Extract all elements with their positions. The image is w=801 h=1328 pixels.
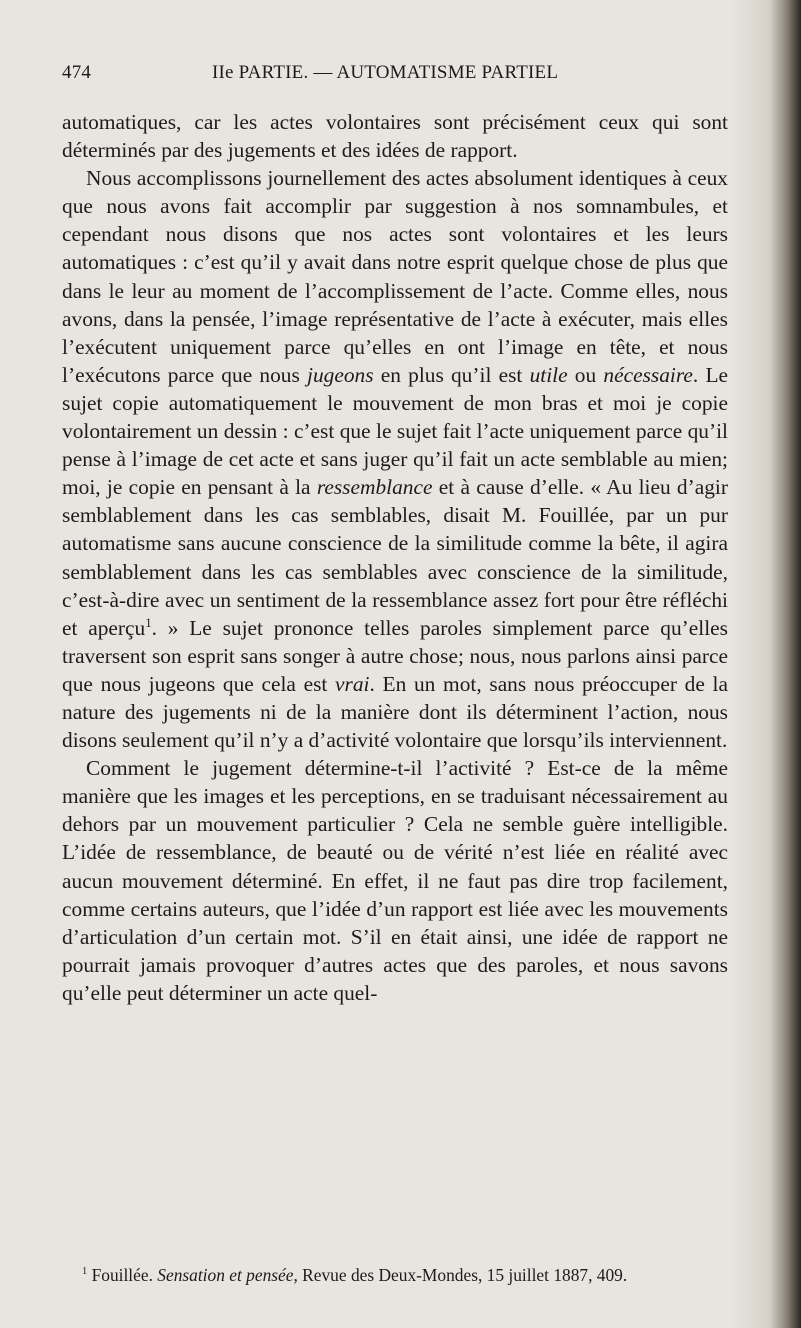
emphasis-text: utile xyxy=(529,362,568,387)
footnote-rest: , Revue des Deux-Mondes, 15 juillet 1887, 409. xyxy=(293,1265,628,1285)
text-segment: et à cause d’elle. « Au lieu d’agir semblablement dans les cas semblables, disait M. Fouillée, par un pur automatisme sans aucune conscience de la similitude comme la bête, il agira semblablement dans les cas semblables avec conscience de la similitude, c’est-à-dire avec un sentiment de la ressemblance assez fort pour être réfléchi et aperçu xyxy=(62,475,728,640)
text-segment: . » Le sujet prononce telles paroles simplement parce qu’elles traversent son esprit sans songer à autre chose; nous, nous parlons ainsi parce que nous jugeons que cela est xyxy=(62,615,728,696)
paragraph xyxy=(62,164,728,754)
running-head-title: IIe PARTIE. — AUTOMATISME PARTIEL xyxy=(212,62,559,83)
paragraph xyxy=(62,108,728,164)
footnote-title: Sensation et pensée xyxy=(157,1265,294,1285)
footnote-author: Fouillée. xyxy=(91,1265,153,1285)
emphasis-text: vrai xyxy=(335,671,370,696)
text-segment: Comment le jugement détermine-t-il l’activité ? Est-ce de la même manière que les images et les perceptions, en se traduisant nécessairement au dehors par un mouvement particulier ? Cela ne semble guère intelligible. L’idée de ressemblance, de beauté ou de vérité n’est liée en réalité avec aucun mouvement déterminé. En effet, il ne faut pas dire trop facilement, comme certains auteurs, que l’idée d’un rapport est liée avec les mouvements d’articulation d’un certain mot. S’il en était ainsi, une idée de rapport ne pourrait jamais provoquer d’autres actes que des paroles, et nous savons qu’elle peut déterminer un acte quel- xyxy=(62,756,728,1005)
text-segment: . Le sujet copie automatiquement le mouvement de mon bras et moi je copie volontairement un dessin : c’est que le sujet fait l’acte uniquement parce qu’il pense à l’image de cet acte et sans juger qu’il fait un acte semblable au mien; moi, je copie en pensant à la xyxy=(62,362,728,500)
text-segment: en plus qu’il est xyxy=(373,362,530,387)
text-segment: . En un mot, sans nous préoccuper de la nature des jugements ni de la manière dont ils déterminent l’action, nous disons seulement qu’il n’y a d’activité volontaire que lorsqu’ils interviennent. xyxy=(62,671,728,753)
page-number: 474 xyxy=(62,62,92,83)
page-edge-shadow xyxy=(731,0,801,1328)
body-text xyxy=(62,108,728,1007)
footnote xyxy=(62,1264,728,1286)
text-segment: ou xyxy=(567,362,604,387)
footnote-marker: 1 xyxy=(82,1266,88,1278)
paragraph xyxy=(62,754,728,1007)
emphasis-text: nécessaire xyxy=(603,362,693,387)
text-segment: Nous accomplissons journellement des actes absolument identiques à ceux que nous avons fait accomplir par suggestion à nos somnambules, et cependant nous disons que nos actes sont volontaires et les leurs automatiques : c’est qu’il y avait dans notre esprit quelque chose de plus que dans le leur au moment de l’accomplissement de l’acte. Comme elles, nous avons, dans la pensée, l’image représentative de l’acte à exécuter, mais elles l’exécutent uniquement parce qu’elles en ont l’image en tête, et nous l’exécutons parce que nous xyxy=(62,166,728,387)
footnote-reference: 1 xyxy=(145,615,152,630)
text-segment: automatiques, car les actes volontaires sont précisément ceux qui sont déterminés par des jugements et des idées de rapport. xyxy=(62,110,728,163)
emphasis-text: ressemblance xyxy=(316,475,433,500)
emphasis-text: jugeons xyxy=(307,362,374,387)
